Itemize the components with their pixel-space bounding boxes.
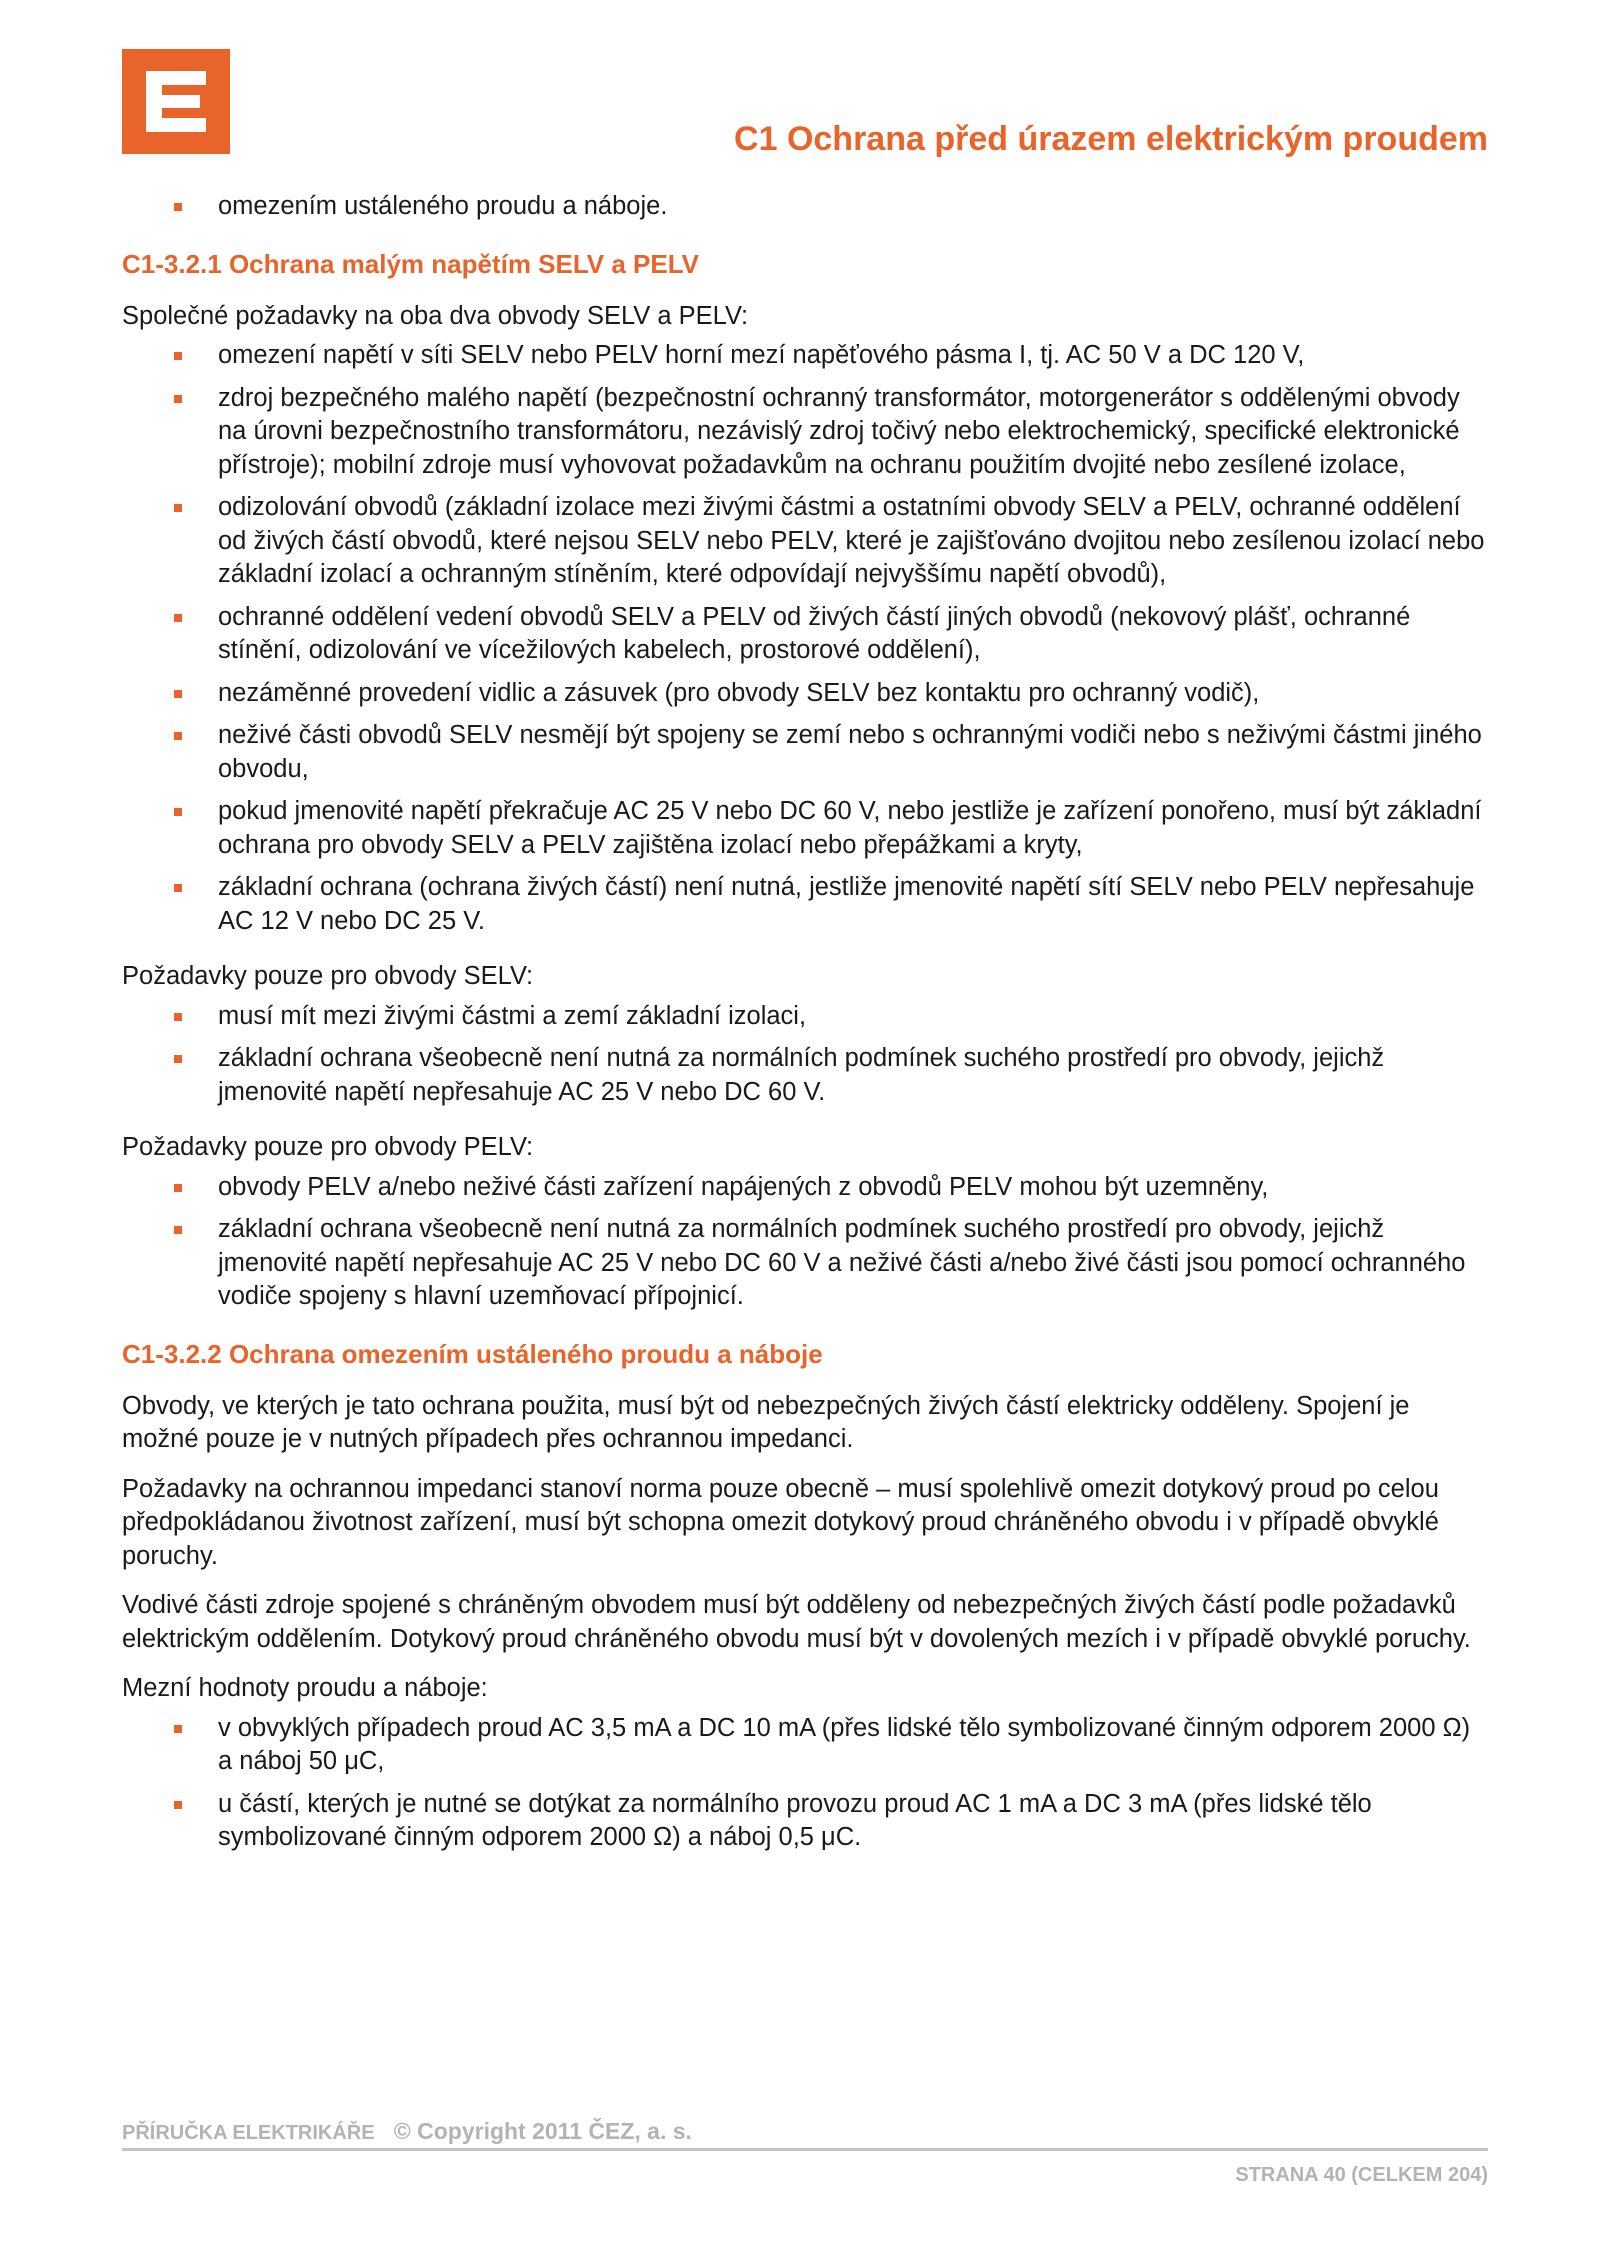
list-item: ochranné oddělení vedení obvodů SELV a PELV od živých částí jiných obvodů (nekovový plášť, ochranné stínění, odizolování ve vícežilových kabelech, prostorové oddělení),	[122, 601, 1488, 668]
section-heading: C1-3.2.2 Ochrana omezením ustáleného proudu a náboje	[122, 1338, 823, 1369]
bullet-icon	[174, 1184, 182, 1192]
page-number: STRANA 40 (CELKEM 204)	[1235, 2164, 1488, 2186]
paragraph: Požadavky pouze pro obvody SELV:	[122, 962, 534, 990]
list-item: omezení napětí v síti SELV nebo PELV horní mezí napěťového pásma I, tj. AC 50 V a DC 120 V,	[122, 339, 1488, 373]
bullet-icon	[174, 808, 182, 816]
list-item: musí mít mezi živými částmi a zemí základní izolaci,	[122, 1000, 1488, 1034]
footer-publication	[122, 2118, 692, 2145]
bullet-icon	[174, 1226, 182, 1234]
bullet-icon	[174, 203, 182, 211]
bullet-icon	[174, 1801, 182, 1809]
list-item: základní ochrana všeobecně není nutná za normálních podmínek suchého prostředí pro obvody, jejichž jmenovité napětí nepřesahuje AC 25 V nebo DC 60 V a neživé části a/nebo živé části jsou pomocí ochranného vodiče spojeny s hlavní uzemňovací přípojnicí.	[122, 1213, 1488, 1314]
pelv-requirements-list	[122, 1171, 1488, 1314]
bullet-icon	[174, 504, 182, 512]
list-item: odizolování obvodů (základní izolace mezi živými částmi a ostatními obvody SELV a PELV, ochranné oddělení od živých částí obvodů, které nejsou SELV nebo PELV, které je zajišťováno dvojitou nebo zesílenou izolací nebo základní izolací a ochranným stíněním, které odpovídají nejvyššímu napětí obvodů),	[122, 491, 1488, 592]
cez-logo-mark	[122, 49, 230, 154]
document-title: C1 Ochrana před úrazem elektrickým proudem	[734, 120, 1488, 158]
list-item: základní ochrana (ochrana živých částí) není nutná, jestliže jmenovité napětí sítí SELV nebo PELV nepřesahuje AC 12 V nebo DC 25 V.	[122, 871, 1488, 938]
bullet-icon	[174, 690, 182, 698]
list-item: neživé části obvodů SELV nesmějí být spojeny se zemí nebo s ochrannými vodiči nebo s neživými částmi jiného obvodu,	[122, 719, 1488, 786]
list-item: nezáměnné provedení vidlic a zásuvek (pro obvody SELV bez kontaktu pro ochranný vodič),	[122, 677, 1488, 711]
list-item: pokud jmenovité napětí překračuje AC 25 V nebo DC 60 V, nebo jestliže je zařízení ponořeno, musí být základní ochrana pro obvody SELV a PELV zajištěna izolací nebo přepážkami a kryty,	[122, 795, 1488, 862]
list-item: základní ochrana všeobecně není nutná za normálních podmínek suchého prostředí pro obvody, jejichž jmenovité napětí nepřesahuje AC 25 V nebo DC 60 V.	[122, 1042, 1488, 1109]
paragraph: Mezní hodnoty proudu a náboje:	[122, 1674, 488, 1702]
footer-title: PŘÍRUČKA ELEKTRIKÁŘE	[122, 2122, 375, 2144]
intro-list	[122, 190, 1488, 224]
bullet-icon	[174, 1725, 182, 1733]
page-content	[122, 190, 1488, 1871]
paragraph: Požadavky na ochrannou impedanci stanoví norma pouze obecně – musí spolehlivě omezit dotykový proud po celou předpokládanou životnost zařízení, musí být schopna omezit dotykový proud chráněného obvodu i v případě obvyklé poruchy.	[122, 1474, 1439, 1570]
bullet-icon	[174, 1013, 182, 1021]
bullet-icon	[174, 1055, 182, 1063]
bullet-icon	[174, 732, 182, 740]
list-item: obvody PELV a/nebo neživé části zařízení napájených z obvodů PELV mohou být uzemněny,	[122, 1171, 1488, 1205]
cez-logo	[122, 49, 230, 154]
paragraph: Požadavky pouze pro obvody PELV:	[122, 1133, 534, 1161]
section-heading: C1-3.2.1 Ochrana malým napětím SELV a PELV	[122, 248, 700, 279]
footer-copyright: © Copyright 2011 ČEZ, a. s.	[393, 2118, 692, 2144]
paragraph: Obvody, ve kterých je tato ochrana použita, musí být od nebezpečných živých částí elektricky odděleny. Spojení je možné pouze je v nutných případech přes ochrannou impedanci.	[122, 1391, 1410, 1453]
paragraph: Společné požadavky na oba dva obvody SELV a PELV:	[122, 301, 749, 330]
footer-divider	[122, 2148, 1488, 2151]
bullet-icon	[174, 395, 182, 403]
bullet-icon	[174, 614, 182, 622]
list-item: zdroj bezpečného malého napětí (bezpečnostní ochranný transformátor, motorgenerátor s oddělenými obvody na úrovni bezpečnostního transformátoru, nezávislý zdroj točivý nebo elektrochemický, specifické elektronické přístroje); mobilní zdroje musí vyhovovat požadavkům na ochranu použitím dvojité nebo zesílené izolace,	[122, 382, 1488, 483]
paragraph: Vodivé části zdroje spojené s chráněným obvodem musí být odděleny od nebezpečných živých částí podle požadavků elektrickým oddělením. Dotykový proud chráněného obvodu musí být v dovolených mezích i v případě obvyklé poruchy.	[122, 1591, 1471, 1653]
limits-list	[122, 1712, 1488, 1855]
bullet-icon	[174, 352, 182, 360]
bullet-icon	[174, 884, 182, 892]
list-item: omezením ustáleného proudu a náboje.	[122, 190, 1488, 224]
list-item: u částí, kterých je nutné se dotýkat za normálního provozu proud AC 1 mA a DC 3 mA (přes lidské tělo symbolizované činným odporem 2000 Ω) a náboj 0,5 μC.	[122, 1788, 1488, 1855]
selv-requirements-list	[122, 1000, 1488, 1110]
list-item: v obvyklých případech proud AC 3,5 mA a DC 10 mA (přes lidské tělo symbolizované činným odporem 2000 Ω) a náboj 50 μC,	[122, 1712, 1488, 1779]
common-requirements-list	[122, 339, 1488, 938]
